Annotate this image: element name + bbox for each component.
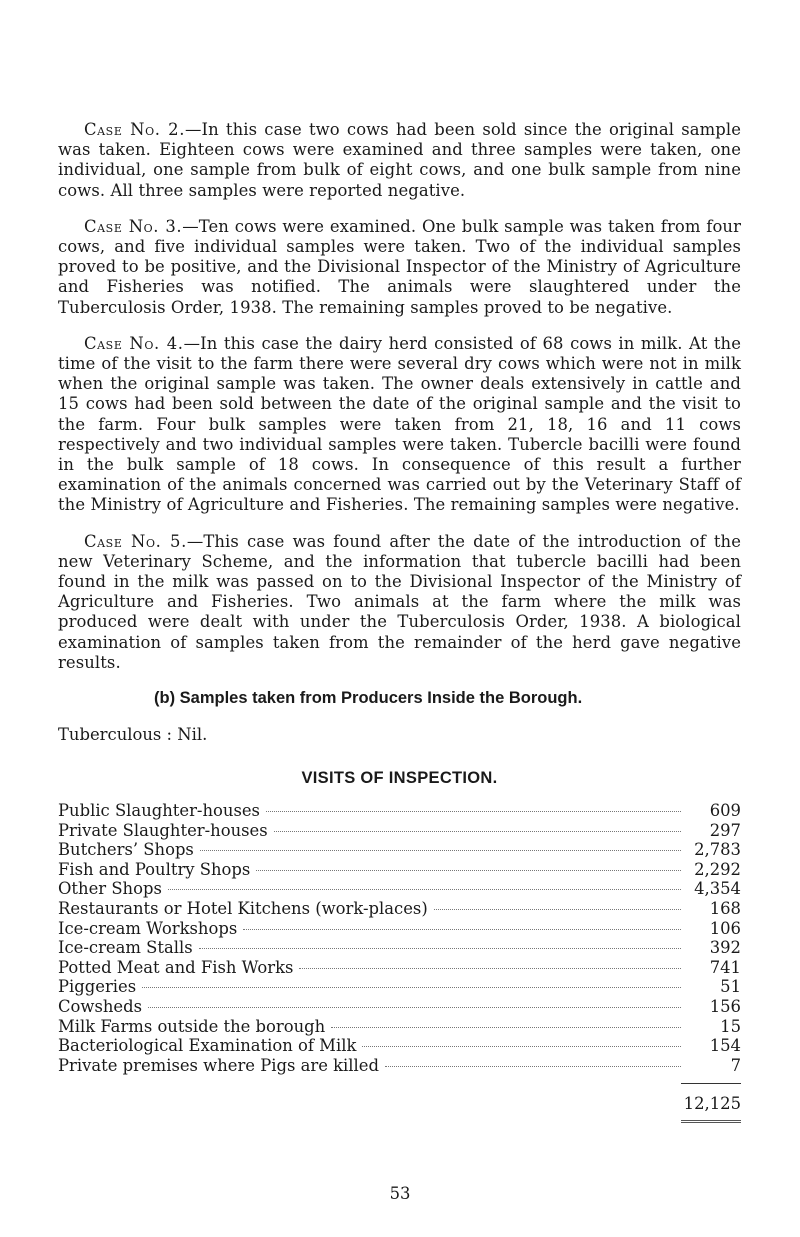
dot-leader [434,909,681,910]
visits-row-value: 4,354 [694,879,741,899]
visits-table [58,801,741,1075]
dot-leader [385,1066,681,1067]
visits-row-value: 51 [720,977,741,997]
visits-row [58,899,741,919]
case-paragraph [58,217,741,318]
visits-row [58,860,741,880]
dot-leader [199,948,681,949]
dot-leader [362,1046,681,1047]
case-text: —In this case the dairy herd consisted of 68 cows in milk. At the time of the visit to the farm there were several dry cows which were not in milk when the original sample was taken. The owner deals extensively in cattle and 15 cows had been sold between the date of the original sample and the visit to the farm. Four bulk samples were taken from 21, 18, 16 and 11 cows respectively and two individual samples were taken. Tubercle bacilli were found in the bulk sample of 18 cows. In consequence of this result a further examination of the animals concerned was carried out by the Veterinary Staff of the Ministry of Agriculture and Fisheries. The remaining samples were negative. [58,333,742,515]
visits-row-value: 297 [709,820,741,840]
visits-row [58,958,741,978]
case-paragraph [58,120,741,201]
dot-leader [142,987,681,988]
visits-row-value: 168 [709,899,741,919]
visits-row-value: 154 [709,1036,741,1056]
dot-leader [243,929,681,930]
visits-row-label: Other Shops [58,879,162,899]
visits-row [58,1036,741,1056]
visits-row [58,840,741,860]
visits-row [58,821,741,841]
visits-row-value: 741 [709,957,741,977]
total-double-rule [681,1120,741,1123]
tuberculous-line: Tuberculous : Nil. [58,725,208,745]
visits-row-label: Private premises where Pigs are killed [58,1055,379,1075]
visits-row [58,919,741,939]
dot-leader [274,831,681,832]
visits-row-label: Bacteriological Examination of Milk [58,1036,357,1056]
visits-row-label: Ice-cream Stalls [58,938,193,958]
visits-row-label: Public Slaughter-houses [58,801,260,821]
visits-row-value: 156 [709,997,741,1017]
visits-row-value: 15 [720,1016,741,1036]
case-label: Case No. 5. [84,531,187,551]
case-paragraph [58,334,741,516]
visits-row-value: 7 [730,1055,741,1075]
visits-row [58,801,741,821]
visits-row [58,1017,741,1037]
total-block [58,1075,741,1123]
dot-leader [168,889,681,890]
visits-heading: VISITS OF INSPECTION. [301,769,498,788]
case-label: Case No. 2. [84,120,186,139]
visits-row-label: Butchers’ Shops [58,840,194,860]
visits-row-label: Ice-cream Workshops [58,918,238,938]
case-paragraph [58,532,741,673]
dot-leader [299,968,681,969]
visits-row [58,977,741,997]
page-number: 53 [389,1184,411,1203]
case-text: —In this case two cows had been sold since the original sample was taken. Eighteen cows were examined and three samples were taken, one individual, one sample from bulk of eight cows, and one bulk sample from nine cows. All three samples were reported negative. [58,120,742,200]
case-list [58,120,741,673]
visits-row-value: 392 [709,938,741,958]
visits-row-label: Piggeries [58,977,137,997]
visits-row-value: 609 [709,801,741,821]
dot-leader [148,1007,681,1008]
visits-row [58,1056,741,1076]
visits-row-value: 2,292 [694,859,741,879]
dot-leader [256,870,681,871]
dot-leader [266,811,681,812]
visits-total: 12,125 [683,1094,741,1114]
visits-row [58,997,741,1017]
visits-row-label: Cowsheds [58,997,143,1017]
case-text: —This case was found after the date of the introduction of the new Veterinary Scheme, and the information that tubercle bacilli had been found in the milk was passed on to the Divisional Inspector of the Ministry of Agriculture and Fisheries. Two animals at the farm where the milk was produced were dealt with under the Tuberculosis Order, 1938. A biological examination of samples taken from the remainder of the herd gave negative results. [58,531,741,672]
visits-row [58,879,741,899]
page-body [58,120,741,1123]
visits-row-label: Milk Farms outside the borough [58,1016,326,1036]
visits-row-value: 106 [709,918,741,938]
visits-row-label: Fish and Poultry Shops [58,859,251,879]
visits-row [58,938,741,958]
case-text: —Ten cows were examined. One bulk sample was taken from four cows, and five individual samples were taken. Two of the individual samples proved to be positive, and the Divisional Inspector of the Ministry of Agriculture and Fisheries was notified. The animals were slaughtered under the Tuberculosis Order, 1938. The remaining samples proved to be negative. [58,216,741,317]
visits-row-value: 2,783 [694,840,741,860]
dot-leader [200,850,681,851]
visits-row-label: Restaurants or Hotel Kitchens (work-places) [58,899,428,919]
section-subheading: (b) Samples taken from Producers Inside the Borough. [154,689,583,708]
visits-row-label: Private Slaughter-houses [58,820,268,840]
case-label: Case No. 4. [84,333,184,353]
dot-leader [331,1027,681,1028]
visits-row-label: Potted Meat and Fish Works [58,957,294,977]
case-label: Case No. 3. [84,216,183,236]
